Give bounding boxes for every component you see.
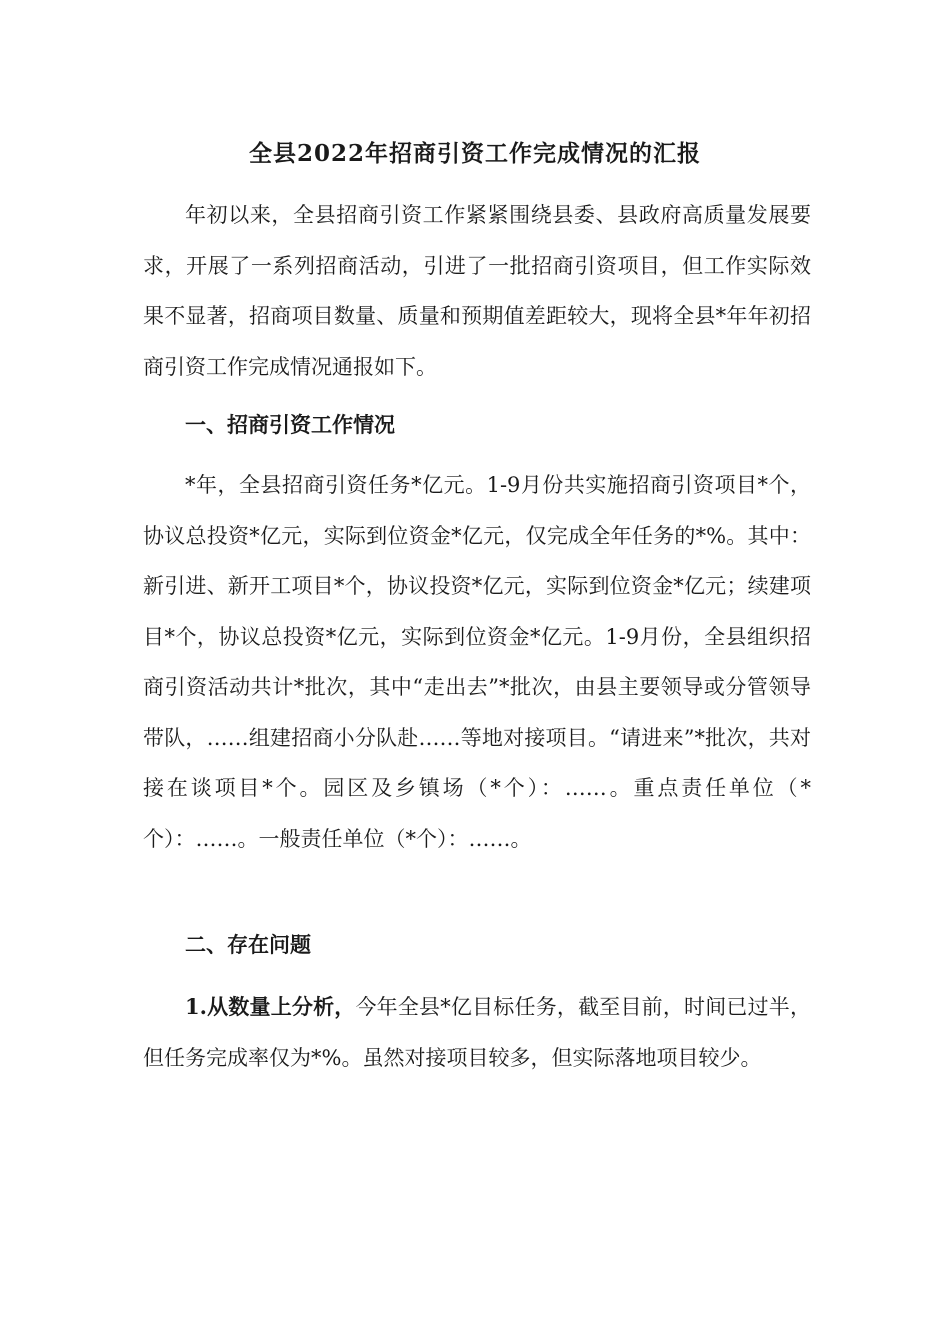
document-title: 全县2022年招商引资工作完成情况的汇报 [248,140,701,167]
problem-item-1-lead: 1.从数量上分析， [185,994,356,1019]
problem-item-1 [143,982,811,1083]
section-heading-work-status: 一、招商引资工作情况 [185,412,395,437]
work-status-paragraph: *年，全县招商引资任务*亿元。1-9月份共实施招商引资项目*个，协议总投资*亿元，实际到位资金*亿元，仅完成全年任务的*%。其中：新引进、新开工项目*个，协议投资*亿元，实际到位资金*亿元；续建项目*个，协议总投资*亿元，实际到位资金*亿元。1-9月份，全县组织招商引资活动共计*批次，其中“走出去”*批次，由县主要领导或分管领导带队，……组建招商小分队赴……等地对接项目。“请进来”*批次，共对接在谈项目*个。园区及乡镇场（*个）：……。重点责任单位（*个）：……。一般责任单位（*个）：……。 [143,473,811,851]
section-heading-problems: 二、存在问题 [185,932,311,957]
intro-paragraph: 年初以来，全县招商引资工作紧紧围绕县委、县政府高质量发展要求，开展了一系列招商活动，引进了一批招商引资项目，但工作实际效果不显著，招商项目数量、质量和预期值差距较大，现将全县*年年初招商引资工作完成情况通报如下。 [143,203,811,379]
problem-item-1-body: 今年全县*亿目标任务，截至目前，时间已过半，但任务完成率仅为*%。虽然对接项目较多，但实际落地项目较少。 [143,995,811,1070]
